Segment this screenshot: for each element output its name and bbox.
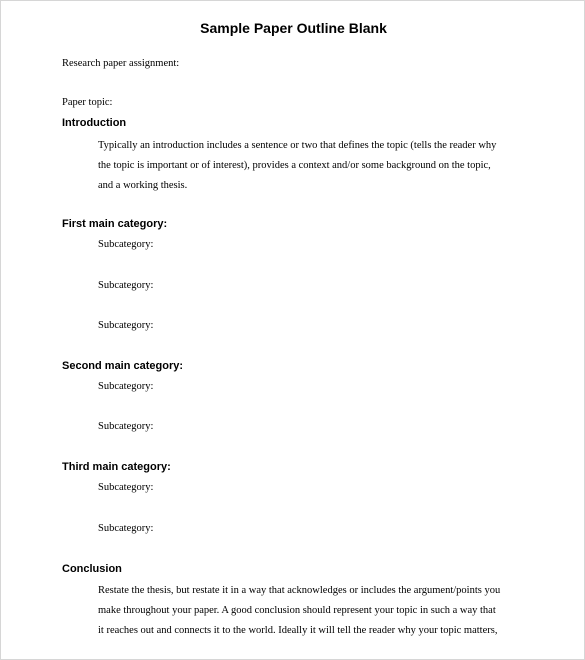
third-subcategory-1: Subcategory:: [98, 482, 154, 493]
document-title: Sample Paper Outline Blank: [200, 20, 387, 36]
first-subcategory-1: Subcategory:: [98, 239, 154, 250]
conclusion-paragraph: [98, 584, 538, 644]
introduction-line: Typically an introduction includes a sentence or two that defines the topic (tells the reader why: [98, 140, 497, 151]
introduction-line: the topic is important or of interest), provides a context and/or some background on the topic,: [98, 160, 491, 171]
introduction-line: and a working thesis.: [98, 180, 188, 191]
third-main-category-heading: Third main category:: [62, 461, 171, 473]
assignment-label: Research paper assignment:: [62, 58, 180, 69]
second-subcategory-1: Subcategory:: [98, 381, 154, 392]
conclusion-heading: Conclusion: [62, 563, 122, 575]
introduction-heading: Introduction: [62, 117, 127, 129]
conclusion-line: Restate the thesis, but restate it in a way that acknowledges or includes the argument/points you: [98, 585, 501, 596]
second-main-category-heading: Second main category:: [62, 360, 184, 372]
topic-label: Paper topic:: [62, 97, 113, 108]
conclusion-line: it reaches out and connects it to the world. Ideally it will tell the reader why your topic matters,: [98, 625, 498, 636]
first-main-category-heading: First main category:: [62, 218, 168, 230]
third-subcategory-2: Subcategory:: [98, 523, 154, 534]
first-subcategory-2: Subcategory:: [98, 280, 154, 291]
second-subcategory-2: Subcategory:: [98, 421, 154, 432]
first-subcategory-3: Subcategory:: [98, 320, 154, 331]
conclusion-line: make throughout your paper. A good conclusion should represent your topic in such a way that: [98, 605, 496, 616]
introduction-paragraph: [98, 139, 538, 199]
